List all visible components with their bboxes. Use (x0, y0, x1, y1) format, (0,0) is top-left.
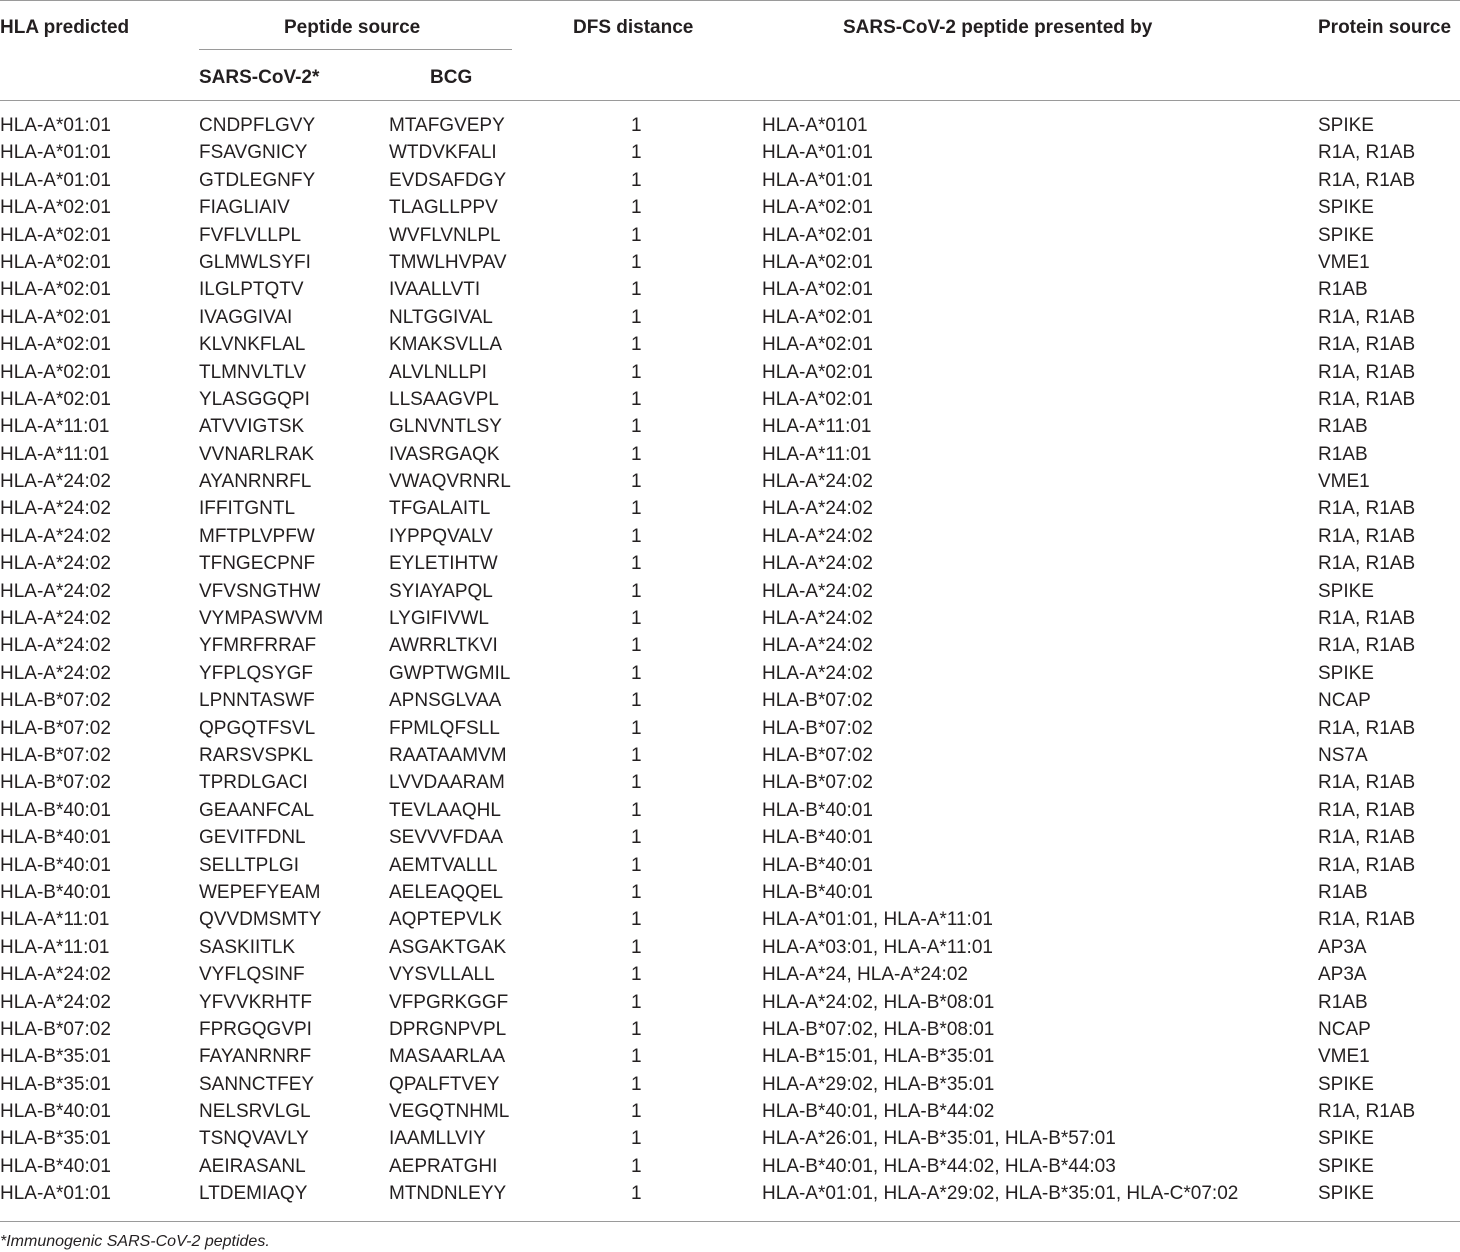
cell-sars-peptide: FSAVGNICY (199, 142, 308, 164)
cell-bcg-peptide: LYGIFIVWL (389, 608, 489, 630)
table-row (0, 304, 1460, 331)
table-row (0, 1016, 1460, 1043)
cell-bcg-peptide: IYPPQVALV (389, 525, 493, 547)
cell-bcg-peptide: ASGAKTGAK (389, 936, 507, 958)
cell-presented-by: HLA-A*02:01 (762, 197, 873, 219)
table-row (0, 194, 1460, 221)
cell-protein-source: R1A, R1AB (1318, 306, 1416, 328)
cell-protein-source: R1A, R1AB (1318, 635, 1416, 657)
cell-presented-by: HLA-A*24, HLA-A*24:02 (762, 964, 968, 986)
cell-hla-predicted: HLA-B*40:01 (0, 1101, 111, 1123)
cell-sars-peptide: CNDPFLGVY (199, 115, 316, 136)
cell-dfs-distance: 1 (631, 1128, 642, 1150)
cell-dfs-distance: 1 (631, 854, 642, 876)
cell-presented-by: HLA-A*01:01 (762, 169, 873, 191)
cell-bcg-peptide: AEPRATGHI (389, 1155, 498, 1177)
cell-hla-predicted: HLA-A*11:01 (0, 443, 110, 465)
cell-hla-predicted: HLA-A*01:01 (0, 115, 111, 136)
cell-dfs-distance: 1 (631, 1183, 642, 1205)
cell-sars-peptide: VFVSNGTHW (199, 580, 321, 602)
cell-presented-by: HLA-A*02:01 (762, 224, 873, 246)
cell-bcg-peptide: LVVDAARAM (389, 772, 505, 794)
cell-sars-peptide: GEAANFCAL (199, 799, 315, 821)
cell-protein-source: AP3A (1318, 964, 1367, 986)
table-row (0, 961, 1460, 988)
cell-protein-source: R1A, R1AB (1318, 772, 1416, 794)
cell-dfs-distance: 1 (631, 662, 642, 684)
cell-dfs-distance: 1 (631, 1155, 642, 1177)
peptide-source-underline (199, 49, 512, 50)
cell-sars-peptide: RARSVSPKL (199, 744, 314, 766)
cell-hla-predicted: HLA-A*02:01 (0, 361, 111, 383)
cell-presented-by: HLA-A*11:01 (762, 443, 872, 465)
cell-dfs-distance: 1 (631, 1018, 642, 1040)
cell-hla-predicted: HLA-A*01:01 (0, 169, 111, 191)
table-row (0, 1071, 1460, 1098)
cell-hla-predicted: HLA-B*35:01 (0, 1046, 111, 1068)
cell-sars-peptide: TSNQVAVLY (199, 1128, 309, 1150)
cell-sars-peptide: YFMRFRRAF (199, 635, 317, 657)
cell-dfs-distance: 1 (631, 471, 642, 493)
table-row (0, 1098, 1460, 1125)
cell-presented-by: HLA-A*02:01 (762, 251, 873, 273)
cell-dfs-distance: 1 (631, 635, 642, 657)
table-row (0, 578, 1460, 605)
cell-hla-predicted: HLA-A*01:01 (0, 142, 111, 164)
cell-sars-peptide: FPRGQGVPI (199, 1018, 312, 1040)
cell-presented-by: HLA-A*02:01 (762, 388, 873, 410)
cell-protein-source: NCAP (1318, 1018, 1371, 1040)
cell-hla-predicted: HLA-A*01:01 (0, 1183, 111, 1205)
header-protein-source: Protein source (1318, 17, 1452, 38)
cell-dfs-distance: 1 (631, 827, 642, 849)
cell-dfs-distance: 1 (631, 1046, 642, 1068)
cell-bcg-peptide: AELEAQQEL (389, 881, 504, 903)
cell-presented-by: HLA-A*01:01, HLA-A*29:02, HLA-B*35:01, HLA-C*07:02 (762, 1183, 1239, 1205)
cell-hla-predicted: HLA-A*24:02 (0, 662, 111, 684)
table-row (0, 495, 1460, 522)
cell-presented-by: HLA-A*24:02 (762, 525, 873, 547)
footnote: *Immunogenic SARS-CoV-2 peptides. (0, 1233, 270, 1250)
header-dfs-distance: DFS distance (573, 17, 694, 38)
cell-sars-peptide: SELLTPLGI (199, 854, 299, 876)
cell-sars-peptide: GTDLEGNFY (199, 169, 316, 191)
cell-bcg-peptide: VEGQTNHML (389, 1101, 510, 1123)
cell-sars-peptide: GLMWLSYFI (199, 251, 311, 273)
table-row (0, 276, 1460, 303)
cell-protein-source: NS7A (1318, 744, 1368, 766)
cell-protein-source: R1A, R1AB (1318, 717, 1416, 739)
cell-bcg-peptide: DPRGNPVPL (389, 1018, 507, 1040)
cell-bcg-peptide: GLNVNTLSY (389, 416, 502, 438)
table-row (0, 112, 1460, 139)
cell-dfs-distance: 1 (631, 334, 642, 356)
cell-bcg-peptide: VFPGRKGGF (389, 991, 509, 1013)
cell-presented-by: HLA-A*01:01 (762, 142, 873, 164)
cell-bcg-peptide: AQPTEPVLK (389, 909, 502, 931)
cell-hla-predicted: HLA-A*24:02 (0, 580, 111, 602)
cell-dfs-distance: 1 (631, 115, 642, 136)
cell-dfs-distance: 1 (631, 909, 642, 931)
cell-hla-predicted: HLA-A*24:02 (0, 553, 111, 575)
cell-bcg-peptide: ALVLNLLPI (389, 361, 487, 383)
table-top-rule (0, 0, 1460, 1)
table-bottom-rule (0, 1221, 1460, 1222)
cell-protein-source: R1A, R1AB (1318, 854, 1416, 876)
cell-sars-peptide: FVFLVLLPL (199, 224, 302, 246)
cell-presented-by: HLA-A*24:02 (762, 498, 873, 520)
cell-dfs-distance: 1 (631, 580, 642, 602)
table-row (0, 769, 1460, 796)
cell-sars-peptide: TFNGECPNF (199, 553, 316, 575)
cell-protein-source: SPIKE (1318, 115, 1374, 136)
cell-presented-by: HLA-B*15:01, HLA-B*35:01 (762, 1046, 995, 1068)
cell-sars-peptide: QPGQTFSVL (199, 717, 316, 739)
cell-dfs-distance: 1 (631, 744, 642, 766)
cell-dfs-distance: 1 (631, 361, 642, 383)
cell-protein-source: SPIKE (1318, 662, 1374, 684)
table-row (0, 715, 1460, 742)
cell-protein-source: SPIKE (1318, 1183, 1374, 1205)
table-row (0, 139, 1460, 166)
cell-sars-peptide: YLASGGQPI (199, 388, 310, 410)
cell-dfs-distance: 1 (631, 169, 642, 191)
cell-sars-peptide: QVVDMSMTY (199, 909, 322, 931)
cell-bcg-peptide: TEVLAAQHL (389, 799, 501, 821)
cell-sars-peptide: FAYANRNRF (199, 1046, 312, 1068)
cell-bcg-peptide: MTNDNLEYY (389, 1183, 507, 1205)
cell-sars-peptide: VYMPASWVM (199, 608, 324, 630)
cell-presented-by: HLA-B*40:01 (762, 827, 873, 849)
cell-dfs-distance: 1 (631, 498, 642, 520)
cell-bcg-peptide: MTAFGVEPY (389, 115, 505, 136)
cell-bcg-peptide: WVFLVNLPL (389, 224, 501, 246)
cell-hla-predicted: HLA-A*24:02 (0, 471, 111, 493)
cell-hla-predicted: HLA-B*40:01 (0, 854, 111, 876)
cell-bcg-peptide: WTDVKFALI (389, 142, 497, 164)
cell-protein-source: R1A, R1AB (1318, 525, 1416, 547)
header-peptide-source: Peptide source (284, 17, 421, 38)
cell-bcg-peptide: SYIAYAPQL (389, 580, 493, 602)
header-hla-predicted: HLA predicted (0, 17, 130, 38)
table-row (0, 660, 1460, 687)
table-row (0, 742, 1460, 769)
cell-bcg-peptide: GWPTWGMIL (389, 662, 511, 684)
cell-dfs-distance: 1 (631, 991, 642, 1013)
cell-sars-peptide: GEVITFDNL (199, 827, 306, 849)
cell-presented-by: HLA-A*24:02 (762, 608, 873, 630)
cell-protein-source: R1A, R1AB (1318, 388, 1416, 410)
cell-sars-peptide: IFFITGNTL (199, 498, 296, 520)
table-row (0, 605, 1460, 632)
cell-bcg-peptide: IVAALLVTI (389, 279, 481, 301)
cell-presented-by: HLA-B*07:02 (762, 717, 873, 739)
cell-hla-predicted: HLA-B*07:02 (0, 717, 111, 739)
cell-protein-source: R1A, R1AB (1318, 827, 1416, 849)
cell-hla-predicted: HLA-B*07:02 (0, 772, 111, 794)
table-row (0, 413, 1460, 440)
table-row (0, 632, 1460, 659)
cell-presented-by: HLA-A*29:02, HLA-B*35:01 (762, 1073, 995, 1095)
cell-dfs-distance: 1 (631, 416, 642, 438)
cell-protein-source: SPIKE (1318, 197, 1374, 219)
cell-sars-peptide: WEPEFYEAM (199, 881, 321, 903)
cell-protein-source: SPIKE (1318, 224, 1374, 246)
cell-dfs-distance: 1 (631, 443, 642, 465)
cell-presented-by: HLA-A*01:01, HLA-A*11:01 (762, 909, 993, 931)
cell-bcg-peptide: KMAKSVLLA (389, 334, 502, 356)
cell-bcg-peptide: EYLETIHTW (389, 553, 498, 575)
cell-sars-peptide: TLMNVLTLV (199, 361, 306, 383)
table-row (0, 934, 1460, 961)
cell-protein-source: R1A, R1AB (1318, 799, 1416, 821)
cell-presented-by: HLA-B*07:02 (762, 772, 873, 794)
cell-sars-peptide: SANNCTFEY (199, 1073, 315, 1095)
cell-dfs-distance: 1 (631, 799, 642, 821)
cell-presented-by: HLA-A*0101 (762, 115, 868, 136)
cell-presented-by: HLA-B*40:01 (762, 881, 873, 903)
cell-presented-by: HLA-A*02:01 (762, 361, 873, 383)
cell-presented-by: HLA-A*02:01 (762, 306, 873, 328)
cell-bcg-peptide: VYSVLLALL (389, 964, 495, 986)
cell-dfs-distance: 1 (631, 608, 642, 630)
cell-hla-predicted: HLA-A*02:01 (0, 279, 111, 301)
cell-protein-source: R1AB (1318, 991, 1368, 1013)
cell-protein-source: SPIKE (1318, 1128, 1374, 1150)
cell-sars-peptide: YFVVKRHTF (199, 991, 312, 1013)
cell-bcg-peptide: TFGALAITL (389, 498, 491, 520)
table-row (0, 386, 1460, 413)
cell-protein-source: R1AB (1318, 443, 1368, 465)
table-row (0, 1153, 1460, 1180)
table-row (0, 550, 1460, 577)
table-row (0, 906, 1460, 933)
cell-hla-predicted: HLA-B*40:01 (0, 1155, 111, 1177)
cell-protein-source: VME1 (1318, 1046, 1370, 1068)
cell-protein-source: R1AB (1318, 881, 1368, 903)
cell-presented-by: HLA-B*40:01 (762, 799, 873, 821)
cell-bcg-peptide: RAATAAMVM (389, 744, 507, 766)
cell-hla-predicted: HLA-B*35:01 (0, 1128, 111, 1150)
cell-sars-peptide: IVAGGIVAI (199, 306, 293, 328)
table-row (0, 1043, 1460, 1070)
table-row (0, 249, 1460, 276)
cell-protein-source: R1A, R1AB (1318, 1101, 1416, 1123)
cell-sars-peptide: VYFLQSINF (199, 964, 305, 986)
cell-bcg-peptide: MASAARLAA (389, 1046, 506, 1068)
cell-presented-by: HLA-A*24:02 (762, 662, 873, 684)
cell-presented-by: HLA-B*40:01, HLA-B*44:02, HLA-B*44:03 (762, 1155, 1116, 1177)
cell-bcg-peptide: APNSGLVAA (389, 690, 502, 712)
cell-bcg-peptide: TLAGLLPPV (389, 197, 498, 219)
table-row (0, 468, 1460, 495)
cell-bcg-peptide: IAAMLLVIY (389, 1128, 486, 1150)
cell-bcg-peptide: QPALFTVEY (389, 1073, 500, 1095)
cell-protein-source: VME1 (1318, 251, 1370, 273)
cell-protein-source: R1A, R1AB (1318, 142, 1416, 164)
cell-sars-peptide: ATVVIGTSK (199, 416, 305, 438)
cell-presented-by: HLA-A*24:02 (762, 635, 873, 657)
cell-hla-predicted: HLA-A*24:02 (0, 635, 111, 657)
cell-bcg-peptide: EVDSAFDGY (389, 169, 507, 191)
cell-hla-predicted: HLA-A*24:02 (0, 525, 111, 547)
table-row (0, 167, 1460, 194)
cell-hla-predicted: HLA-A*11:01 (0, 416, 110, 438)
cell-hla-predicted: HLA-B*07:02 (0, 690, 111, 712)
cell-hla-predicted: HLA-B*40:01 (0, 827, 111, 849)
cell-sars-peptide: MFTPLVPFW (199, 525, 315, 547)
cell-hla-predicted: HLA-A*24:02 (0, 498, 111, 520)
cell-dfs-distance: 1 (631, 553, 642, 575)
cell-bcg-peptide: LLSAAGVPL (389, 388, 499, 410)
cell-presented-by: HLA-A*24:02, HLA-B*08:01 (762, 991, 995, 1013)
cell-protein-source: VME1 (1318, 471, 1370, 493)
cell-sars-peptide: SASKIITLK (199, 936, 296, 958)
cell-bcg-peptide: AWRRLTKVI (389, 635, 498, 657)
table-row (0, 852, 1460, 879)
cell-dfs-distance: 1 (631, 251, 642, 273)
cell-protein-source: R1A, R1AB (1318, 608, 1416, 630)
table-row (0, 824, 1460, 851)
cell-presented-by: HLA-A*24:02 (762, 471, 873, 493)
cell-dfs-distance: 1 (631, 1101, 642, 1123)
cell-dfs-distance: 1 (631, 525, 642, 547)
cell-hla-predicted: HLA-A*02:01 (0, 224, 111, 246)
cell-bcg-peptide: AEMTVALLL (389, 854, 498, 876)
cell-hla-predicted: HLA-B*35:01 (0, 1073, 111, 1095)
cell-hla-predicted: HLA-B*40:01 (0, 881, 111, 903)
table-row (0, 1180, 1460, 1207)
cell-dfs-distance: 1 (631, 717, 642, 739)
cell-presented-by: HLA-A*02:01 (762, 279, 873, 301)
cell-presented-by: HLA-A*02:01 (762, 334, 873, 356)
header-sars-cov-2: SARS-CoV-2* (199, 67, 320, 88)
table-row (0, 879, 1460, 906)
cell-protein-source: R1A, R1AB (1318, 334, 1416, 356)
cell-protein-source: R1A, R1AB (1318, 361, 1416, 383)
cell-hla-predicted: HLA-B*40:01 (0, 799, 111, 821)
cell-presented-by: HLA-A*26:01, HLA-B*35:01, HLA-B*57:01 (762, 1128, 1116, 1150)
cell-bcg-peptide: VWAQVRNRL (389, 471, 511, 493)
cell-sars-peptide: NELSRVLGL (199, 1101, 311, 1123)
cell-presented-by: HLA-A*24:02 (762, 553, 873, 575)
cell-protein-source: R1A, R1AB (1318, 553, 1416, 575)
cell-protein-source: R1AB (1318, 279, 1368, 301)
table-row (0, 222, 1460, 249)
cell-presented-by: HLA-B*07:02 (762, 690, 873, 712)
cell-sars-peptide: FIAGLIAIV (199, 197, 290, 219)
cell-protein-source: SPIKE (1318, 1073, 1374, 1095)
cell-hla-predicted: HLA-A*02:01 (0, 334, 111, 356)
cell-hla-predicted: HLA-B*07:02 (0, 744, 111, 766)
table-row (0, 523, 1460, 550)
cell-dfs-distance: 1 (631, 936, 642, 958)
cell-bcg-peptide: IVASRGAQK (389, 443, 500, 465)
cell-sars-peptide: AEIRASANL (199, 1155, 306, 1177)
cell-bcg-peptide: NLTGGIVAL (389, 306, 493, 328)
header-bottom-rule (0, 100, 1460, 101)
cell-dfs-distance: 1 (631, 388, 642, 410)
cell-protein-source: R1A, R1AB (1318, 169, 1416, 191)
cell-protein-source: R1A, R1AB (1318, 498, 1416, 520)
cell-protein-source: SPIKE (1318, 580, 1374, 602)
cell-dfs-distance: 1 (631, 279, 642, 301)
table-row (0, 989, 1460, 1016)
cell-hla-predicted: HLA-A*02:01 (0, 251, 111, 273)
cell-dfs-distance: 1 (631, 690, 642, 712)
cell-bcg-peptide: FPMLQFSLL (389, 717, 500, 739)
table-row (0, 441, 1460, 468)
cell-hla-predicted: HLA-A*02:01 (0, 388, 111, 410)
cell-sars-peptide: AYANRNRFL (199, 471, 312, 493)
table-row (0, 331, 1460, 358)
cell-sars-peptide: KLVNKFLAL (199, 334, 306, 356)
cell-hla-predicted: HLA-A*02:01 (0, 197, 111, 219)
cell-sars-peptide: TPRDLGACI (199, 772, 308, 794)
table-body (0, 112, 1460, 1208)
cell-sars-peptide: VVNARLRAK (199, 443, 315, 465)
cell-sars-peptide: LPNNTASWF (199, 690, 315, 712)
cell-hla-predicted: HLA-A*02:01 (0, 306, 111, 328)
cell-hla-predicted: HLA-A*11:01 (0, 909, 110, 931)
cell-presented-by: HLA-B*07:02 (762, 744, 873, 766)
cell-presented-by: HLA-A*11:01 (762, 416, 872, 438)
cell-presented-by: HLA-B*40:01 (762, 854, 873, 876)
cell-dfs-distance: 1 (631, 197, 642, 219)
cell-sars-peptide: LTDEMIAQY (199, 1183, 308, 1205)
table-row (0, 359, 1460, 386)
cell-hla-predicted: HLA-B*07:02 (0, 1018, 111, 1040)
cell-protein-source: AP3A (1318, 936, 1367, 958)
header-presented-by: SARS-CoV-2 peptide presented by (843, 17, 1153, 38)
cell-dfs-distance: 1 (631, 1073, 642, 1095)
cell-dfs-distance: 1 (631, 224, 642, 246)
table-row (0, 1125, 1460, 1152)
cell-sars-peptide: YFPLQSYGF (199, 662, 314, 684)
cell-dfs-distance: 1 (631, 306, 642, 328)
cell-hla-predicted: HLA-A*24:02 (0, 964, 111, 986)
cell-presented-by: HLA-B*40:01, HLA-B*44:02 (762, 1101, 995, 1123)
cell-presented-by: HLA-A*03:01, HLA-A*11:01 (762, 936, 993, 958)
cell-sars-peptide: ILGLPTQTV (199, 279, 304, 301)
table-row (0, 797, 1460, 824)
header-bcg: BCG (430, 67, 473, 88)
cell-dfs-distance: 1 (631, 881, 642, 903)
cell-protein-source: R1A, R1AB (1318, 909, 1416, 931)
cell-presented-by: HLA-A*24:02 (762, 580, 873, 602)
cell-presented-by: HLA-B*07:02, HLA-B*08:01 (762, 1018, 995, 1040)
cell-hla-predicted: HLA-A*24:02 (0, 608, 111, 630)
table-row (0, 687, 1460, 714)
cell-hla-predicted: HLA-A*24:02 (0, 991, 111, 1013)
cell-protein-source: R1AB (1318, 416, 1368, 438)
cell-dfs-distance: 1 (631, 142, 642, 164)
cell-protein-source: NCAP (1318, 690, 1371, 712)
cell-bcg-peptide: TMWLHVPAV (389, 251, 507, 273)
cell-dfs-distance: 1 (631, 964, 642, 986)
cell-bcg-peptide: SEVVVFDAA (389, 827, 504, 849)
cell-hla-predicted: HLA-A*11:01 (0, 936, 110, 958)
cell-dfs-distance: 1 (631, 772, 642, 794)
cell-protein-source: SPIKE (1318, 1155, 1374, 1177)
